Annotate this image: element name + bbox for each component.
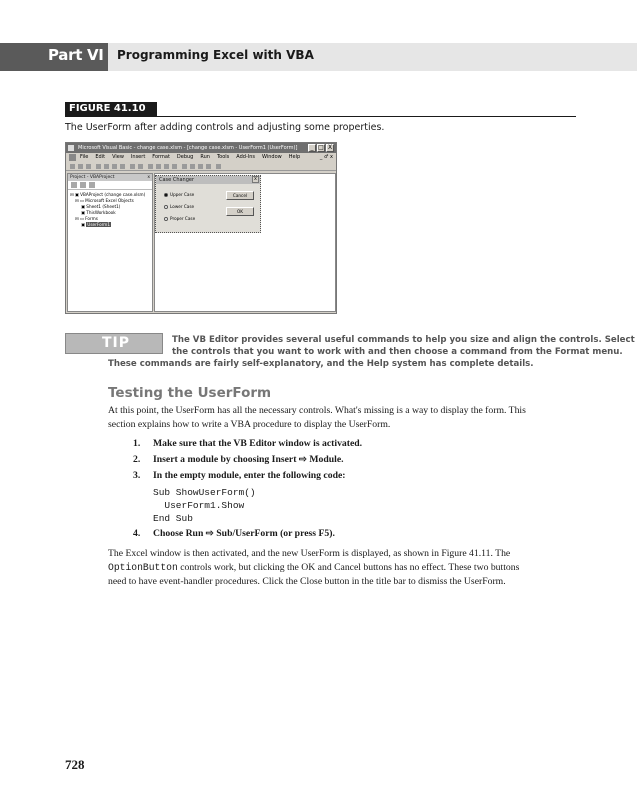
insert-icon[interactable] [78, 164, 83, 169]
paste-icon[interactable] [112, 164, 117, 169]
tip-badge [65, 333, 163, 354]
part-label-block [0, 43, 108, 71]
menu-file[interactable]: File [80, 154, 89, 160]
minimize-icon[interactable]: _ [308, 144, 316, 152]
tree-item[interactable]: ⊟ ▭ Forms [75, 216, 98, 221]
option-upper-case[interactable]: Upper Case [164, 192, 194, 197]
help-icon[interactable] [216, 164, 221, 169]
menu-debug[interactable]: Debug [176, 154, 194, 160]
figure-label: FIGURE 41.10 [65, 102, 157, 117]
code-line-3: End Sub [153, 513, 193, 524]
project-explorer [67, 173, 153, 312]
vbe-window-title: Microsoft Visual Basic - change case.xlsm - [change case.xlsm - UserForm1 (UserForm)] [78, 145, 298, 151]
code-line-2: UserForm1.Show [153, 500, 245, 511]
close-icon[interactable]: X [327, 144, 333, 151]
tree-item[interactable]: ⊟ ▣ VBAProject (change case.xlsm) [70, 192, 146, 197]
tip-line-2: the controls that you want to work with and then choose a command from the Format menu. [172, 347, 623, 357]
project-explorer-header [68, 174, 152, 181]
menu-view[interactable]: View [112, 154, 124, 160]
option-lower-case[interactable]: Lower Case [164, 204, 194, 209]
tree-item[interactable]: ▣ Sheet1 (Sheet1) [81, 204, 121, 209]
step-2: 2. Insert a module by choosing Insert ⇨ Module. [133, 454, 344, 465]
close-icon[interactable]: x [147, 175, 150, 180]
undo-icon[interactable] [130, 164, 135, 169]
tip-label: TIP [102, 335, 131, 351]
ok-button[interactable]: OK [226, 207, 254, 216]
tree-item[interactable]: ⊟ ▭ Microsoft Excel Objects [75, 198, 134, 203]
step-3: 3. In the empty module, enter the following code: [133, 470, 346, 481]
intro-line-2: section explains how to write a VBA procedure to display the UserForm. [108, 419, 391, 430]
tree-item[interactable]: ▣ ThisWorkbook [81, 210, 116, 215]
tip-line-1: The VB Editor provides several useful commands to help you size and align the controls. Select [172, 335, 635, 345]
userform-titlebar [156, 176, 260, 184]
code-line-1: Sub ShowUserForm() [153, 487, 256, 498]
project-explorer-title: Project - VBAProject [70, 175, 115, 180]
closing-line-3: need to have event-handler procedures. Click the Close button in the title bar to dismiss the UserForm. [108, 576, 506, 587]
maximize-icon[interactable]: □ [318, 144, 324, 151]
view-object-icon[interactable] [80, 182, 86, 188]
mdi-buttons[interactable]: _ ♂ x [319, 154, 333, 160]
menu-edit[interactable]: Edit [95, 154, 106, 160]
closing-line-1: The Excel window is then activated, and the new UserForm is displayed, as shown in Figure 41.11. The [108, 548, 511, 559]
window-buttons [308, 144, 334, 152]
reset-icon[interactable] [164, 164, 169, 169]
break-icon[interactable] [156, 164, 161, 169]
menu-insert[interactable]: Insert [130, 154, 146, 160]
form-design-area [154, 173, 336, 312]
project-tree [68, 190, 152, 230]
section-heading: Testing the UserForm [108, 385, 272, 401]
menu-format[interactable]: Format [152, 154, 170, 160]
tip-line-3: These commands are fairly self-explanatory, and the Help system has complete details. [108, 359, 534, 369]
menu-help[interactable]: Help [288, 154, 301, 160]
intro-line-1: At this point, the UserForm has all the necessary controls. What's missing is a way to display the form. This [108, 405, 526, 416]
cancel-button[interactable]: Cancel [226, 191, 254, 200]
menu-run[interactable]: Run [200, 154, 210, 160]
userform-title: Case Changer [159, 177, 195, 183]
properties-icon[interactable] [190, 164, 195, 169]
project-explorer-toolbar [68, 181, 152, 190]
step-4: 4. Choose Run ⇨ Sub/UserForm (or press F5). [133, 528, 335, 539]
menu-tools[interactable]: Tools [216, 154, 230, 160]
vbe-titlebar [66, 143, 336, 153]
vbe-menubar [66, 153, 336, 162]
project-explorer-icon[interactable] [182, 164, 187, 169]
chapter-running-title: Programming Excel with VBA [117, 48, 314, 62]
vbe-toolbar [66, 162, 336, 171]
close-icon[interactable]: x [252, 176, 259, 183]
object-browser-icon[interactable] [198, 164, 203, 169]
find-icon[interactable] [120, 164, 125, 169]
vbe-screenshot [65, 142, 337, 314]
view-code-icon[interactable] [71, 182, 77, 188]
part-label: Part VI [48, 46, 104, 64]
inline-code-optionbutton: OptionButton [108, 562, 178, 573]
vbe-app-icon [68, 145, 74, 151]
tree-item[interactable]: ▣ UserForm1 [81, 222, 111, 227]
figure-caption: The UserForm after adding controls and adjusting some properties. [65, 122, 385, 133]
menu-window[interactable]: Window [262, 154, 282, 160]
userform[interactable] [155, 175, 261, 233]
cut-icon[interactable] [96, 164, 101, 169]
closing-line-2: OptionButton controls work, but clicking the OK and Cancel buttons has no effect. These two buttons [108, 562, 520, 573]
step-1: 1. Make sure that the VB Editor window is activated. [133, 438, 363, 449]
save-icon[interactable] [86, 164, 91, 169]
toggle-folders-icon[interactable] [89, 182, 95, 188]
design-mode-icon[interactable] [172, 164, 177, 169]
toolbox-icon[interactable] [206, 164, 211, 169]
run-icon[interactable] [148, 164, 153, 169]
redo-icon[interactable] [138, 164, 143, 169]
menu-add-ins[interactable]: Add-Ins [236, 154, 256, 160]
module-icon [69, 154, 76, 161]
excel-icon[interactable] [70, 164, 75, 169]
page-number: 728 [65, 757, 85, 772]
figure-rule [65, 116, 576, 117]
option-proper-case[interactable]: Proper Case [164, 216, 195, 221]
copy-icon[interactable] [104, 164, 109, 169]
